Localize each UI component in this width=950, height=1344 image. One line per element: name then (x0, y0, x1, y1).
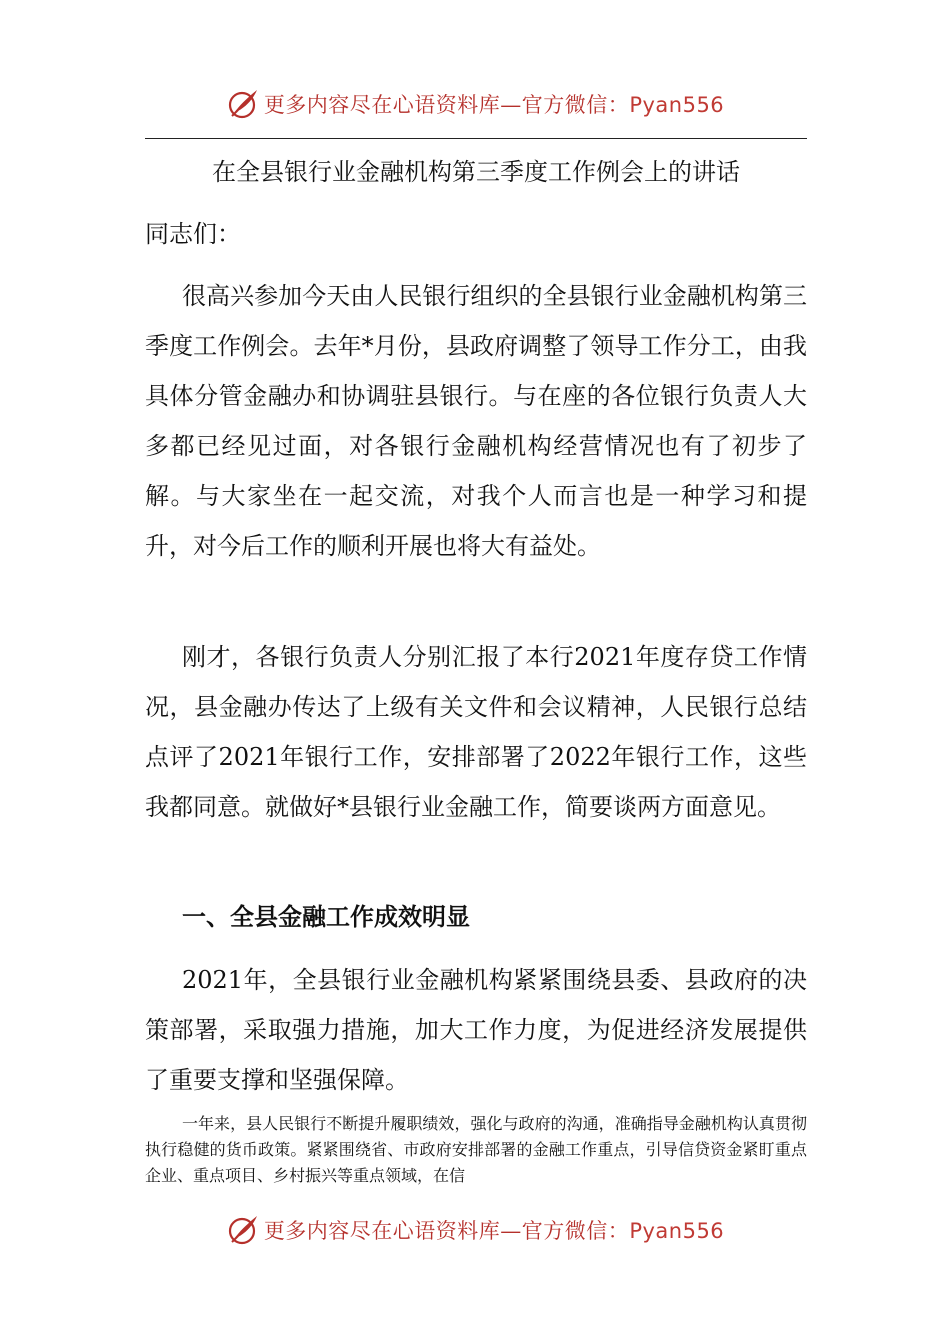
paragraph-4: 一年来，县人民银行不断提升履职绩效，强化与政府的沟通，准确指导金融机构认真贯彻执行稳健的货币政策。紧紧围绕省、市政府安排部署的金融工作重点，引导信贷资金紧盯重点企业、重点项目、乡村振兴等重点领域，在信 (145, 1114, 807, 1185)
document-title: 在全县银行业金融机构第三季度工作例会上的讲话 (212, 158, 740, 186)
header-watermark (0, 82, 950, 126)
quill-logo-icon (226, 1213, 260, 1247)
paragraph-1: 很高兴参加今天由人民银行组织的全县银行业金融机构第三季度工作例会。去年*月份，县政府调整了领导工作分工，由我具体分管金融办和协调驻县银行。与在座的各位银行负责人大多都已经见过面，对各银行金融机构经营情况也有了初步了解。与大家坐在一起交流，对我个人而言也是一种学习和提升，对今后工作的顺利开展也将大有益处。 (145, 282, 807, 560)
watermark-text: 更多内容尽在心语资料库—官方微信：Pyan556 (263, 93, 725, 117)
wechat-id: Pyan556 (629, 93, 725, 117)
section-heading-1: 一、全县金融工作成效明显 (182, 903, 470, 931)
paragraph-2: 刚才，各银行负责人分别汇报了本行2021年度存贷工作情况，县金融办传达了上级有关文件和会议精神，人民银行总结点评了2021年银行工作，安排部署了2022年银行工作，这些我都同意。就做好*县银行业金融工作，简要谈两方面意见。 (145, 643, 807, 821)
quill-logo-icon (226, 87, 260, 121)
greeting: 同志们： (145, 220, 241, 248)
paragraph-3: 2021年，全县银行业金融机构紧紧围绕县委、县政府的决策部署，采取强力措施，加大工作力度，为促进经济发展提供了重要支撑和坚强保障。 (145, 966, 807, 1094)
footer-watermark (0, 1208, 950, 1252)
watermark-text: 更多内容尽在心语资料库—官方微信：Pyan556 (263, 1219, 725, 1243)
wechat-id: Pyan556 (629, 1219, 725, 1243)
header-divider (145, 138, 807, 139)
